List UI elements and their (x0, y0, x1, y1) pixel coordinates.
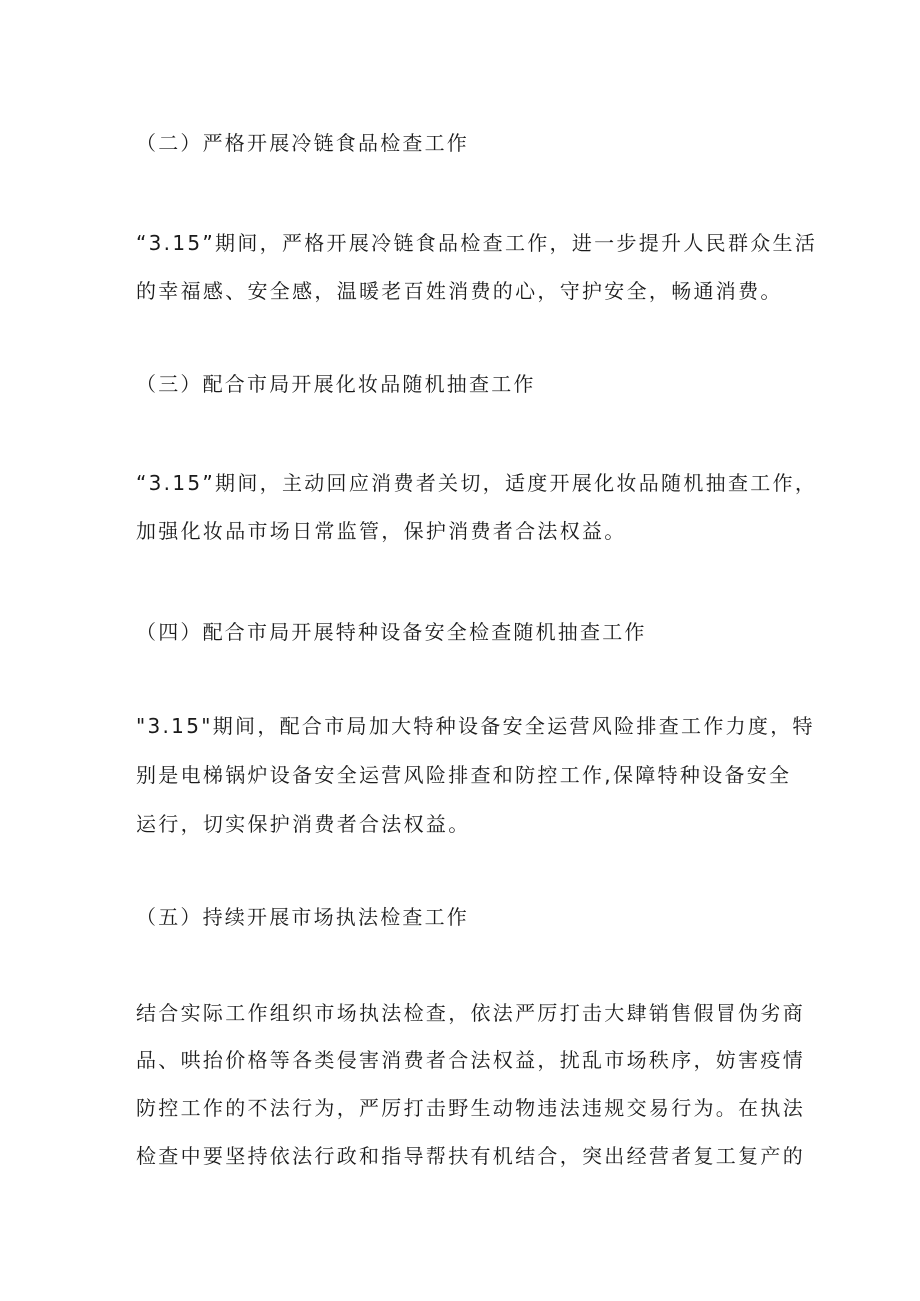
paragraph-line: 结合实际工作组织市场执法检查，依法严厉打击大肆销售假冒伪劣商 (136, 1001, 805, 1025)
paragraph-line: "3.15"期间，配合市局加大特种设备安全运营风险排查工作力度，特 (136, 714, 815, 738)
paragraph-line: 加强化妆品市场日常监管，保护消费者合法权益。 (136, 519, 627, 543)
paragraph-line: 的幸福感、安全感，温暖老百姓消费的心，守护安全，畅通消费。 (136, 279, 783, 303)
section-heading-2: （二）严格开展冷链食品检查工作 (136, 131, 469, 155)
paragraph-line: 防控工作的不法行为，严厉打击野生动物违法违规交易行为。在执法 (136, 1096, 805, 1120)
paragraph-line: 别是电梯锅炉设备安全运营风险排查和防控工作,保障特种设备安全 (136, 763, 792, 787)
section-heading-5: （五）持续开展市场执法检查工作 (136, 905, 469, 929)
paragraph-line: 运行，切实保护消费者合法权益。 (136, 812, 471, 836)
section-heading-3: （三）配合市局开展化妆品随机抽查工作 (136, 372, 536, 396)
paragraph-line: 检查中要坚持依法行政和指导帮扶有机结合，突出经营者复工复产的 (136, 1144, 805, 1168)
paragraph-line: “3.15”期间，主动回应消费者关切，适度开展化妆品随机抽查工作， (136, 471, 818, 495)
paragraph-line: 品、哄抬价格等各类侵害消费者合法权益，扰乱市场秩序，妨害疫情 (136, 1048, 805, 1072)
paragraph-line: “3.15”期间，严格开展冷链食品检查工作，进一步提升人民群众生活 (136, 231, 818, 255)
section-heading-4: （四）配合市局开展特种设备安全检查随机抽查工作 (136, 620, 647, 644)
